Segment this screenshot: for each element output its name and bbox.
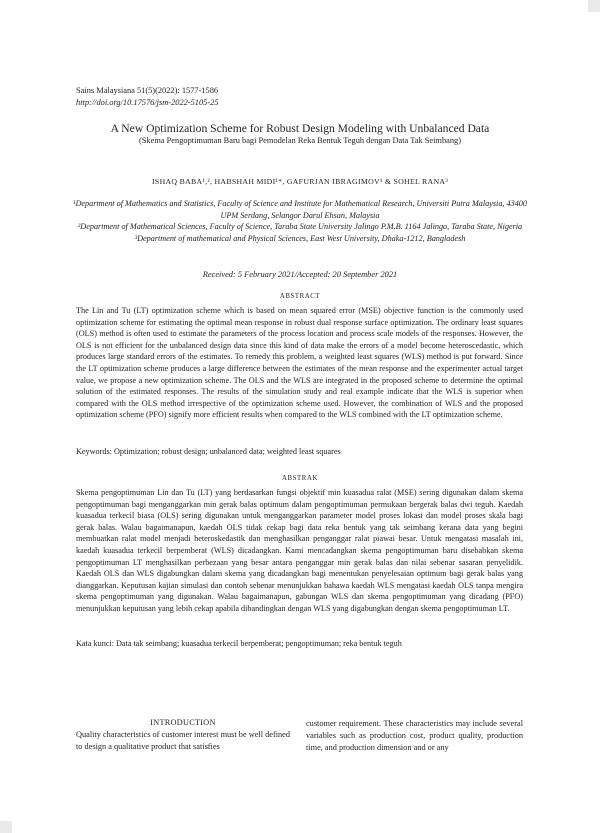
journal-citation: Sains Malaysiana 51(5)(2022): 1577-1586 <box>76 86 219 95</box>
doi-link[interactable]: http://doi.org/10.17576/jsm-2022-5105-25 <box>76 98 219 107</box>
keywords: Keywords: Optimization; robust design; unbalanced data; weighted least squares <box>76 447 341 456</box>
affiliation-1: ¹Department of Mathematics and Statistics, Faculty of Science and Institute for Mathematical Research, Universiti Putra Malaysia, 43400 UPM Serdang, Selangor Darul Ehsan, Malaysia <box>73 199 527 220</box>
introduction-left-text: Quality characteristics of customer interest must be well defined to design a qualitative product that satisfies <box>76 730 290 751</box>
kata-kunci: Kata kunci: Data tak seimbang; kuasadua terkecil berpemberat; pengoptimuman; reka bentuk teguh <box>76 639 402 648</box>
introduction-right-text: customer requirement. These characteristics may include several variables such as production cost, product quality, production time, and production dimension and or any <box>306 719 523 752</box>
left-column <box>76 718 290 753</box>
journal-header <box>76 85 219 109</box>
introduction-heading: INTRODUCTION <box>150 718 216 727</box>
author-list: ISHAQ BABA¹,², HABSHAH MIDI¹*, GAFURJAN IBRAGIMOV¹ & SOHEL RANA³ <box>152 177 448 186</box>
affiliation-3: ³Department of mathematical and Physical Sciences, East West University, Dhaka-1212, Bangladesh <box>134 233 466 243</box>
page-corner-bottom-left <box>0 821 12 833</box>
affiliation-2: ²Department of Mathematical Sciences, Faculty of Science, Taraba State University Jalingo P.M.B. 1164 Jalingo, Taraba State, Nigeria <box>77 222 523 231</box>
received-dates: Received: 5 February 2021/Accepted: 20 September 2021 <box>202 270 398 279</box>
affiliations <box>70 198 530 244</box>
abstrak-heading: ABSTRAK <box>282 475 318 482</box>
abstract-heading: ABSTRACT <box>279 293 321 300</box>
right-column <box>306 718 523 754</box>
paper-title: A New Optimization Scheme for Robust Design Modeling with Unbalanced Data <box>110 122 490 135</box>
paper-subtitle: (Skema Pengoptimuman Baru bagi Pemodelan Reka Bentuk Teguh dengan Data Tak Seimbang) <box>138 136 462 145</box>
page-corner-top-right <box>588 0 600 12</box>
abstrak-body: Skema pengoptimuman Lin dan Tu (LT) yang berdasarkan fungsi objektif min kuasadua ralat (MSE) sering digunakan dalam skema pengoptimuman bagi menganggarkan min gerak balas optimum dalam pengoptimuman permukaan bergerak balas dwi teguh. Kaedah kuasadua terkecil biasa (OLS) sering digunakan untuk menganggarkan parameter model proses lokasi dan model proses skala bagi gerak balas. Walau bagaimanapun, kaedah OLS tidak cekap bagi data reka bentuk yang tak seimbang kerana data yang begini membuatkan ralat model menjadi heteroskedastik dan menghasilkan penganggar ralat piawai besar. Untuk mengatasi masalah ini, kaedah kuasadua terkecil berpemberat (WLS) dicadangkan. Kami mencadangkan skema pengoptimuman baru disebabkan skema pengoptimuman LT menghasilkan perbezaan yang besar antara penganggar min gerak balas dan nilai sebenar sasaran penyelidik. Kaedah OLS dan WLS digabungkan dalam skema yang dicadangkan bagi menentukan penyelesaian optimum bagi gerak balas yang dianggarkan. Keputusan kajian simulasi dan contoh sebenar menunjukkan bahawa kaedah WLS mengatasi kaedah OLS tanpa mengira skema pengoptimuman yang digunakan. Walau bagaimanapun, gabungan WLS dan skema pengoptimuman yang dicadang (PFO) menunjukkan keputusan yang lebih cekap apabila dibandingkan dengan WLS yang digabungkan dengan skema pengoptimuman LT. <box>76 488 523 613</box>
abstract-body: The Lin and Tu (LT) optimization scheme which is based on mean squared error (MSE) objective function is the commonly used optimization scheme for estimating the optimal mean response in robust dual response surface optimization. The ordinary least squares (OLS) method is often used to estimate the parameters of the process location and process scale models of the responses. However, the OLS is not efficient for the unbalanced design data since this kind of data make the errors of a model become heteroscedastic, which produces large standard errors of the estimates. To remedy this problem, a weighted least squares (WLS) method is put forward. Since the LT optimization scheme produces a large difference between the estimates of the mean response and the experimenter actual target value, we propose a new optimization scheme. The OLS and the WLS are integrated in the proposed scheme to determine the optimal solution of the estimated responses. The results of the simulation study and real example indicate that the WLS is superior when compared with the OLS method irrespective of the optimization scheme used. However, the combination of WLS and the proposed optimization scheme (PFO) signify more efficient results when compared to the WLS combined with the LT optimization scheme. <box>76 306 523 420</box>
